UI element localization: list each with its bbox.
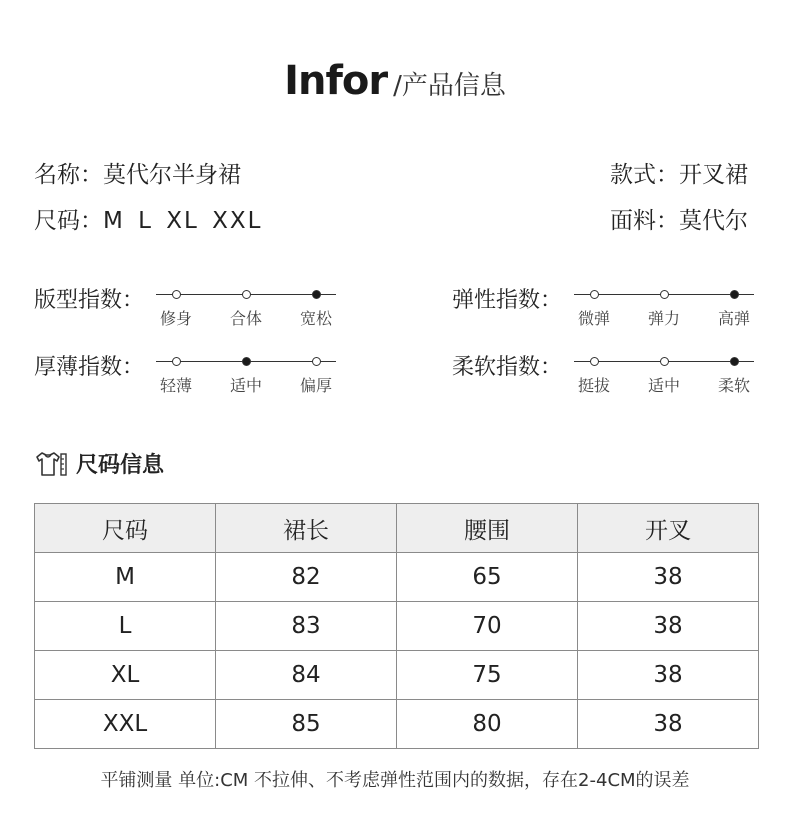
product-name — [34, 156, 241, 189]
cell-skirt-length: 84 — [216, 651, 397, 700]
scale-tick-label: 适中 — [647, 376, 681, 395]
product-style — [610, 156, 748, 189]
product-fabric-label: 面料： — [610, 208, 679, 234]
table-row — [35, 553, 759, 602]
product-sizes — [34, 202, 263, 235]
scale-tick-label: 挺拔 — [577, 376, 611, 395]
cell-size: M — [35, 553, 216, 602]
cell-skirt-length: 83 — [216, 602, 397, 651]
softness-index-scale — [574, 349, 754, 395]
cell-slit: 38 — [578, 700, 759, 749]
product-style-label: 款式： — [610, 162, 679, 188]
scale-tick-label: 柔软 — [717, 376, 751, 395]
cell-size: L — [35, 602, 216, 651]
product-style-value: 开叉裙 — [679, 162, 748, 188]
scale-tick-label: 轻薄 — [159, 376, 193, 395]
cell-size: XL — [35, 651, 216, 700]
cell-size: XXL — [35, 700, 216, 749]
scale-dot — [172, 357, 181, 366]
scale-dot — [172, 290, 181, 299]
header-size: 尺码 — [35, 504, 216, 553]
scale-tick-label: 高弹 — [717, 309, 751, 328]
table-row — [35, 602, 759, 651]
scale-dot-selected — [242, 357, 251, 366]
scale-tick-label: 宽松 — [299, 309, 333, 328]
scale-tick-label: 弹力 — [647, 309, 681, 328]
tshirt-ruler-icon — [34, 450, 68, 478]
product-fabric — [610, 202, 748, 235]
softness-index-label: 柔软指数： — [452, 355, 563, 380]
header-waist: 腰围 — [397, 504, 578, 553]
cell-slit: 38 — [578, 553, 759, 602]
scale-tick-label: 修身 — [159, 309, 193, 328]
product-name-value: 莫代尔半身裙 — [103, 162, 241, 188]
title-main: Infor — [284, 58, 388, 104]
fit-index-scale — [156, 282, 336, 328]
table-row — [35, 700, 759, 749]
scale-dot — [660, 357, 669, 366]
thickness-index-label: 厚薄指数： — [34, 355, 145, 380]
cell-waist: 75 — [397, 651, 578, 700]
scale-tick-label: 适中 — [229, 376, 263, 395]
scale-dot — [590, 357, 599, 366]
scale-dot-selected — [730, 290, 739, 299]
table-row — [35, 651, 759, 700]
product-fabric-value: 莫代尔 — [679, 208, 748, 234]
cell-waist: 65 — [397, 553, 578, 602]
size-section-title — [34, 448, 164, 479]
scale-tick-label: 合体 — [229, 309, 263, 328]
scale-dot — [242, 290, 251, 299]
cell-waist: 80 — [397, 700, 578, 749]
scale-dot-selected — [312, 290, 321, 299]
fit-index-label: 版型指数： — [34, 288, 145, 313]
cell-skirt-length: 82 — [216, 553, 397, 602]
cell-skirt-length: 85 — [216, 700, 397, 749]
scale-tick-label: 微弹 — [577, 309, 611, 328]
size-table — [34, 503, 759, 749]
cell-slit: 38 — [578, 651, 759, 700]
scale-dot — [590, 290, 599, 299]
scale-tick-label: 偏厚 — [299, 376, 333, 395]
scale-dot — [660, 290, 669, 299]
product-sizes-label: 尺码： — [34, 208, 103, 234]
product-sizes-value: M L XL XXL — [103, 208, 263, 234]
page-title — [0, 58, 790, 104]
header-slit: 开叉 — [578, 504, 759, 553]
header-skirt-length: 裙长 — [216, 504, 397, 553]
scale-dot-selected — [730, 357, 739, 366]
elasticity-index-label: 弹性指数： — [452, 288, 563, 313]
cell-waist: 70 — [397, 602, 578, 651]
elasticity-index-scale — [574, 282, 754, 328]
cell-slit: 38 — [578, 602, 759, 651]
thickness-index-scale — [156, 349, 336, 395]
title-subtitle: /产品信息 — [393, 71, 506, 101]
table-header-row — [35, 504, 759, 553]
size-section-label: 尺码信息 — [76, 453, 165, 478]
product-name-label: 名称： — [34, 162, 103, 188]
measurement-note: 平铺测量 单位:CM 不拉伸、不考虑弹性范围内的数据，存在2-4CM的误差 — [100, 770, 690, 791]
scale-dot — [312, 357, 321, 366]
